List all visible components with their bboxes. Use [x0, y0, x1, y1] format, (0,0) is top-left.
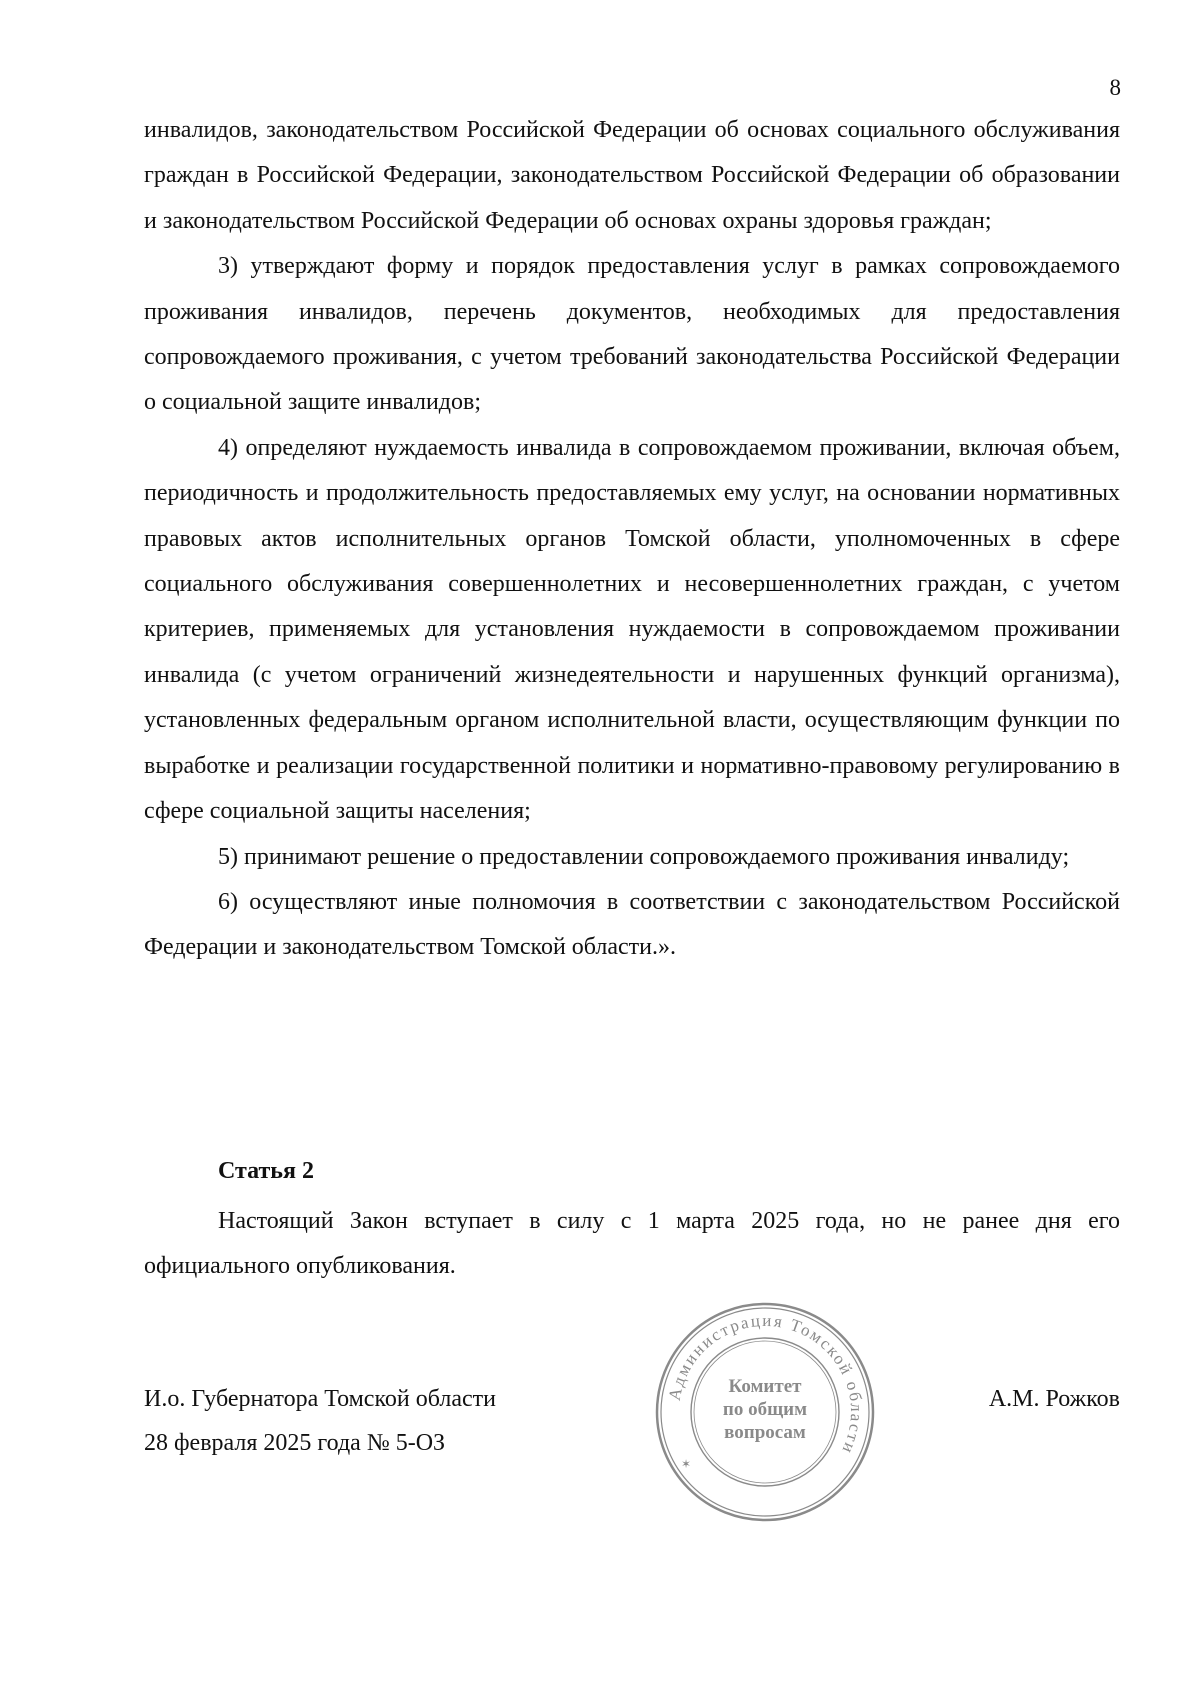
- paragraph-continuation: инвалидов, законодательством Российской Федерации об основах социального обслуживания граждан в Российской Федерации, законодательством Российской Федерации об образовании и законодательством Российской Федерации об основах охраны здоровья граждан;: [144, 117, 1120, 234]
- article-text: [144, 1199, 1120, 1290]
- stamp-center-line-2: по общим: [722, 1399, 808, 1420]
- paragraph-item-6: 6) осуществляют иные полномочия в соответствии с законодательством Российской Федерации и законодательством Томской области.».: [144, 888, 1120, 961]
- stamp-center-line-3: вопросам: [724, 1422, 806, 1443]
- article-heading: Статья 2: [218, 1158, 314, 1184]
- page-number: 8: [1109, 75, 1121, 100]
- star-icon: ✶: [681, 1457, 692, 1471]
- official-seal-stamp: [653, 1300, 877, 1524]
- stamp-ring-text: Администрация Томской области: [664, 1310, 867, 1458]
- paragraph-item-4: 4) определяют нуждаемость инвалида в сопровождаемом проживании, включая объем, периодичность и продолжительность предоставляемых ему услуг, на основании нормативных правовых актов исполнительных органов Томской области, уполномоченных в сфере социального обслуживания совершеннолетних и несовершеннолетних граждан, с учетом критериев, применяемых для установления нуждаемости в сопровождаемом проживании инвалида (с учетом ограничений жизнедеятельности и нарушенных функций организма), установленных федеральным органом исполнительной власти, осуществляющим функции по выработке и реализации государственной политики и нормативно-правовому регулированию в сфере социальной защиты населения;: [144, 434, 1120, 825]
- signer-name: А.М. Рожков: [988, 1386, 1120, 1412]
- paragraph-item-3: 3) утверждают форму и порядок предоставления услуг в рамках сопровождаемого проживания инвалидов, перечень документов, необходимых для предоставления сопровождаемого проживания, с учетом требований законодательства Российской Федерации о социальной защите инвалидов;: [144, 253, 1120, 416]
- paragraph-item-5: 5) принимают решение о предоставлении сопровождаемого проживания инвалиду;: [218, 843, 1070, 870]
- law-date-number: 28 февраля 2025 года № 5-ОЗ: [144, 1430, 446, 1456]
- signer-title: И.о. Губернатора Томской области: [144, 1386, 496, 1412]
- law-text-body: [144, 108, 1120, 971]
- article-paragraph: Настоящий Закон вступает в силу с 1 марта 2025 года, но не ранее дня его официального опубликования.: [144, 1208, 1120, 1280]
- stamp-center-line-1: Комитет: [728, 1376, 802, 1397]
